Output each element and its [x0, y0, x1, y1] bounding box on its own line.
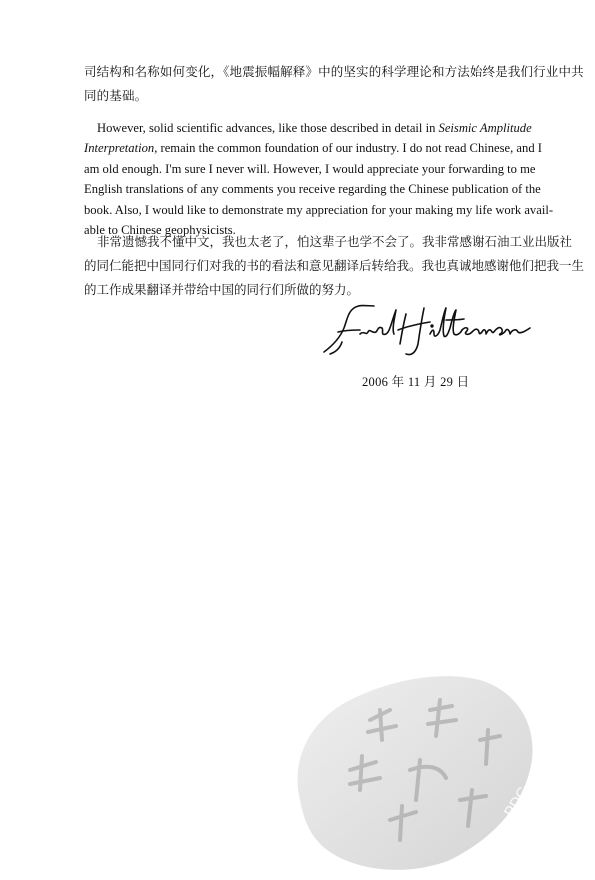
signing-date: 2006 年 11 月 29 日 [362, 375, 470, 389]
handwritten-signature [320, 300, 536, 360]
english-line-4: English translations of any comments you receive regarding the Chinese publication of the [84, 182, 541, 197]
chinese-line-2: 的同仁能把中国同行们对我的书的看法和意见翻译后转给我。我也真诚地感谢他们把我一生 [84, 258, 585, 273]
chinese-line-3: 的工作成果翻译并带给中国的同行们所做的努力。 [84, 282, 360, 297]
english-paragraph [84, 118, 554, 240]
english-line-3: am old enough. I'm sure I never will. However, I would appreciate your forwarding to me [84, 161, 536, 176]
watermark-label: PDG [500, 783, 533, 821]
chinese-paragraph [84, 230, 585, 302]
chinese-line-1: 非常遗憾我不懂中文，我也太老了，怕这辈子也学不会了。我非常感谢石油工业出版社 [97, 234, 573, 249]
english-line-5: book. Also, I would like to demonstrate my appreciation for your making my life work avail- [84, 202, 554, 217]
english-line-6: able to Chinese geophysicists. [84, 223, 236, 238]
top-paragraph-line-1: 司结构和名称如何变化，《地震振幅解释》中的坚实的科学理论和方法始终是我们行业中共 [84, 64, 584, 79]
top-paragraph-line-2: 同的基础。 [84, 88, 148, 103]
english-line-2: Interpretation, remain the common foundation of our industry. I do not read Chinese, and I [84, 141, 542, 156]
english-line-1: However, solid scientific advances, like those described in detail in Seismic Amplitude [97, 121, 532, 135]
watermark-seal [230, 640, 550, 880]
